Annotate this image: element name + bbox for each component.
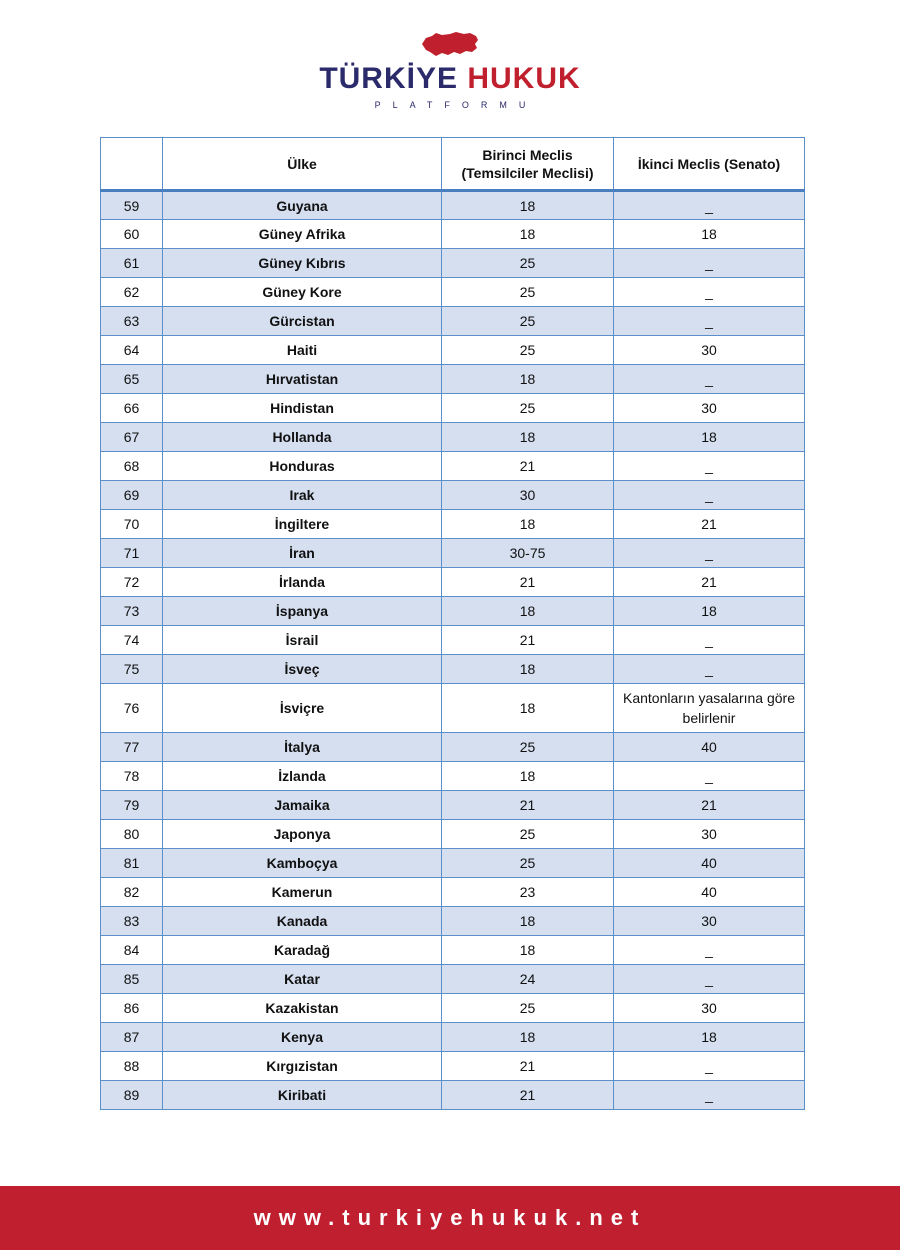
first-chamber-age: 25 — [442, 733, 614, 762]
country-name: İran — [163, 539, 442, 568]
country-name: İzlanda — [163, 762, 442, 791]
second-chamber-age: 40 — [614, 849, 805, 878]
second-chamber-age: 18 — [614, 423, 805, 452]
second-chamber-age: _ — [614, 278, 805, 307]
table-row — [101, 336, 805, 365]
row-number: 76 — [101, 684, 163, 733]
table-row — [101, 655, 805, 684]
table-row — [101, 191, 805, 220]
row-number: 68 — [101, 452, 163, 481]
row-number: 75 — [101, 655, 163, 684]
first-chamber-age: 21 — [442, 1081, 614, 1110]
first-chamber-age: 30 — [442, 481, 614, 510]
row-number: 69 — [101, 481, 163, 510]
first-chamber-age: 18 — [442, 762, 614, 791]
row-number: 63 — [101, 307, 163, 336]
table-row — [101, 510, 805, 539]
first-chamber-age: 18 — [442, 510, 614, 539]
table-row — [101, 307, 805, 336]
first-chamber-age: 18 — [442, 655, 614, 684]
first-chamber-age: 23 — [442, 878, 614, 907]
country-name: Kazakistan — [163, 994, 442, 1023]
second-chamber-age: _ — [614, 481, 805, 510]
row-number: 83 — [101, 907, 163, 936]
row-number: 65 — [101, 365, 163, 394]
second-chamber-age: _ — [614, 191, 805, 220]
age-table — [100, 137, 805, 1110]
row-number: 87 — [101, 1023, 163, 1052]
header-second-chamber: İkinci Meclis (Senato) — [614, 138, 805, 191]
country-name: Japonya — [163, 820, 442, 849]
country-name: İrlanda — [163, 568, 442, 597]
second-chamber-age: 30 — [614, 336, 805, 365]
row-number: 79 — [101, 791, 163, 820]
row-number: 62 — [101, 278, 163, 307]
row-number: 73 — [101, 597, 163, 626]
second-chamber-age: Kantonların yasalarına göre belirlenir — [614, 684, 805, 733]
row-number: 78 — [101, 762, 163, 791]
second-chamber-age: _ — [614, 249, 805, 278]
row-number: 71 — [101, 539, 163, 568]
country-name: İsveç — [163, 655, 442, 684]
table-row — [101, 365, 805, 394]
brand-title — [0, 62, 900, 96]
first-chamber-age: 18 — [442, 423, 614, 452]
second-chamber-age: 18 — [614, 597, 805, 626]
footer-website-link[interactable]: www.turkiyehukuk.net — [253, 1205, 647, 1230]
footer-bar — [0, 1186, 900, 1250]
brand-title-part2: HUKUK — [467, 62, 581, 95]
table-row — [101, 994, 805, 1023]
table-row — [101, 423, 805, 452]
header-country: Ülke — [163, 138, 442, 191]
country-name: Kırgızistan — [163, 1052, 442, 1081]
table-header — [101, 138, 805, 191]
row-number: 82 — [101, 878, 163, 907]
first-chamber-age: 25 — [442, 820, 614, 849]
table-row — [101, 791, 805, 820]
first-chamber-age: 18 — [442, 907, 614, 936]
country-name: Karadağ — [163, 936, 442, 965]
second-chamber-age: 40 — [614, 878, 805, 907]
country-name: Güney Afrika — [163, 220, 442, 249]
second-chamber-age: _ — [614, 539, 805, 568]
second-chamber-age: 30 — [614, 394, 805, 423]
row-number: 85 — [101, 965, 163, 994]
row-number: 61 — [101, 249, 163, 278]
row-number: 74 — [101, 626, 163, 655]
first-chamber-age: 21 — [442, 1052, 614, 1081]
country-name: Jamaika — [163, 791, 442, 820]
row-number: 59 — [101, 191, 163, 220]
country-name: Hollanda — [163, 423, 442, 452]
brand-logo — [0, 30, 900, 110]
second-chamber-age: _ — [614, 655, 805, 684]
table-row — [101, 907, 805, 936]
table-row — [101, 394, 805, 423]
table-row — [101, 936, 805, 965]
row-number: 80 — [101, 820, 163, 849]
country-name: Güney Kıbrıs — [163, 249, 442, 278]
first-chamber-age: 18 — [442, 365, 614, 394]
second-chamber-age: _ — [614, 452, 805, 481]
table-row — [101, 597, 805, 626]
table-row — [101, 762, 805, 791]
second-chamber-age: 18 — [614, 220, 805, 249]
table-row — [101, 1081, 805, 1110]
first-chamber-age: 25 — [442, 994, 614, 1023]
row-number: 77 — [101, 733, 163, 762]
row-number: 60 — [101, 220, 163, 249]
second-chamber-age: 18 — [614, 1023, 805, 1052]
table-row — [101, 539, 805, 568]
country-name: İtalya — [163, 733, 442, 762]
table-row — [101, 220, 805, 249]
table-row — [101, 249, 805, 278]
table-row — [101, 878, 805, 907]
row-number: 72 — [101, 568, 163, 597]
brand-subtitle: PLATFORMU — [374, 100, 538, 110]
first-chamber-age: 18 — [442, 597, 614, 626]
brand-title-part1: TÜRKİYE — [319, 62, 458, 95]
first-chamber-age: 18 — [442, 936, 614, 965]
first-chamber-age: 18 — [442, 220, 614, 249]
table-row — [101, 820, 805, 849]
table-row — [101, 733, 805, 762]
country-name: İngiltere — [163, 510, 442, 539]
row-number: 88 — [101, 1052, 163, 1081]
row-number: 86 — [101, 994, 163, 1023]
header-first-chamber: Birinci Meclis (Temsilciler Meclisi) — [442, 138, 614, 191]
first-chamber-age: 18 — [442, 191, 614, 220]
second-chamber-age: _ — [614, 936, 805, 965]
second-chamber-age: 30 — [614, 820, 805, 849]
row-number: 66 — [101, 394, 163, 423]
second-chamber-age: _ — [614, 1052, 805, 1081]
table-row — [101, 965, 805, 994]
first-chamber-age: 25 — [442, 278, 614, 307]
first-chamber-age: 18 — [442, 1023, 614, 1052]
country-name: İspanya — [163, 597, 442, 626]
country-name: Hırvatistan — [163, 365, 442, 394]
country-name: Kiribati — [163, 1081, 442, 1110]
country-name: İsrail — [163, 626, 442, 655]
country-name: İsviçre — [163, 684, 442, 733]
first-chamber-age: 24 — [442, 965, 614, 994]
table-row — [101, 568, 805, 597]
second-chamber-age: 40 — [614, 733, 805, 762]
country-name: Irak — [163, 481, 442, 510]
country-name: Gürcistan — [163, 307, 442, 336]
header-number — [101, 138, 163, 191]
country-name: Honduras — [163, 452, 442, 481]
table-row — [101, 452, 805, 481]
first-chamber-age: 25 — [442, 336, 614, 365]
first-chamber-age: 25 — [442, 394, 614, 423]
second-chamber-age: 21 — [614, 510, 805, 539]
first-chamber-age: 18 — [442, 684, 614, 733]
table-body — [101, 191, 805, 1110]
second-chamber-age: _ — [614, 307, 805, 336]
country-name: Kanada — [163, 907, 442, 936]
first-chamber-age: 21 — [442, 568, 614, 597]
country-name: Kamboçya — [163, 849, 442, 878]
first-chamber-age: 25 — [442, 849, 614, 878]
table-row — [101, 626, 805, 655]
first-chamber-age: 25 — [442, 307, 614, 336]
second-chamber-age: 30 — [614, 907, 805, 936]
row-number: 67 — [101, 423, 163, 452]
table-row — [101, 849, 805, 878]
table-row — [101, 481, 805, 510]
second-chamber-age: 21 — [614, 568, 805, 597]
second-chamber-age: _ — [614, 762, 805, 791]
turkey-map-icon — [420, 30, 480, 60]
table-row — [101, 684, 805, 733]
row-number: 70 — [101, 510, 163, 539]
header-row — [101, 138, 805, 191]
second-chamber-age: _ — [614, 965, 805, 994]
second-chamber-age: 30 — [614, 994, 805, 1023]
second-chamber-age: _ — [614, 626, 805, 655]
first-chamber-age: 25 — [442, 249, 614, 278]
second-chamber-age: _ — [614, 1081, 805, 1110]
table-row — [101, 1023, 805, 1052]
row-number: 84 — [101, 936, 163, 965]
country-name: Haiti — [163, 336, 442, 365]
country-name: Kenya — [163, 1023, 442, 1052]
country-name: Kamerun — [163, 878, 442, 907]
table-row — [101, 1052, 805, 1081]
table-row — [101, 278, 805, 307]
country-name: Güney Kore — [163, 278, 442, 307]
first-chamber-age: 21 — [442, 791, 614, 820]
second-chamber-age: 21 — [614, 791, 805, 820]
country-name: Guyana — [163, 191, 442, 220]
first-chamber-age: 21 — [442, 626, 614, 655]
country-name: Hindistan — [163, 394, 442, 423]
row-number: 64 — [101, 336, 163, 365]
country-name: Katar — [163, 965, 442, 994]
row-number: 89 — [101, 1081, 163, 1110]
second-chamber-age: _ — [614, 365, 805, 394]
first-chamber-age: 21 — [442, 452, 614, 481]
first-chamber-age: 30-75 — [442, 539, 614, 568]
row-number: 81 — [101, 849, 163, 878]
